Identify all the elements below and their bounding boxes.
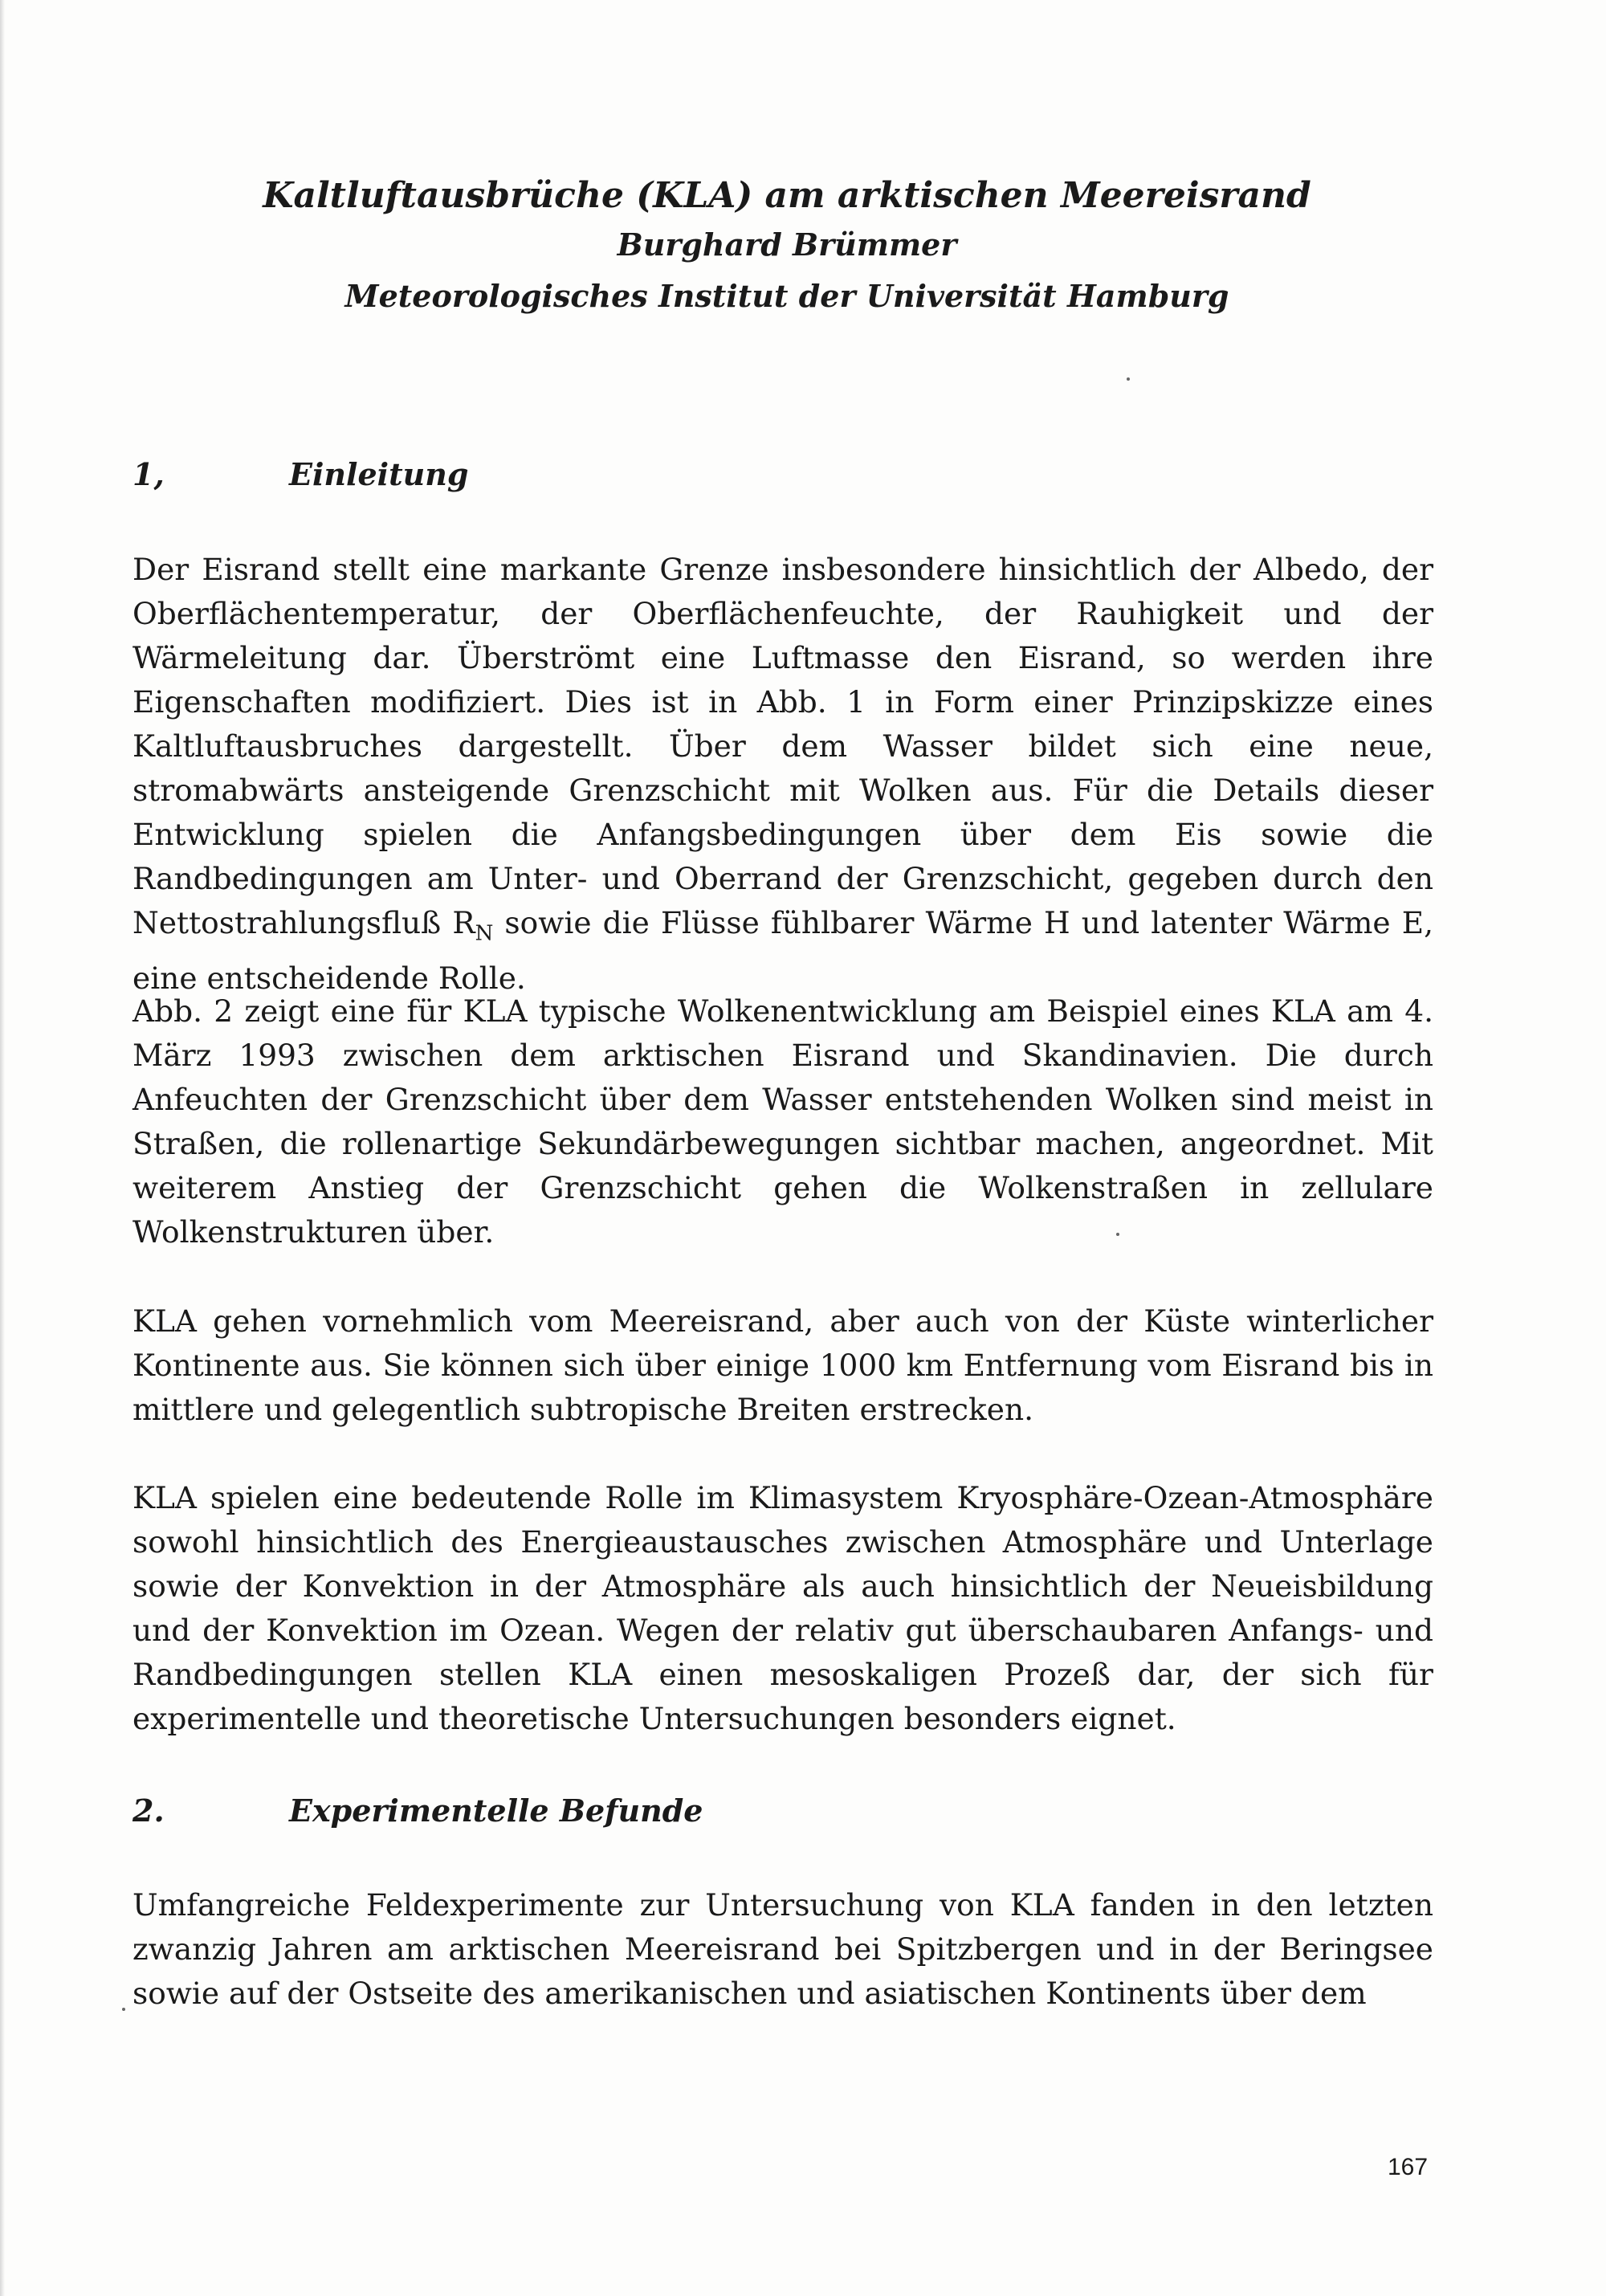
author-name: Burghard Brümmer bbox=[617, 226, 957, 263]
scan-speck bbox=[122, 2008, 125, 2011]
paragraph-4: KLA spielen eine bedeutende Rolle im Klimasystem Kryosphäre-Ozean-Atmosphäre sowohl hinsichtlich des Energieaustausches zwischen Atmosphäre und Unterlage sowie der Konvektion in der Atmosphäre als auch hinsichtlich der Neueisbildung und der Konvektion im Ozean. Wegen der relativ gut überschaubaren Anfangs- und Randbedingungen stellen KLA einen mesoskaligen Prozeß dar, der sich für experimentelle und theoretische Untersuchungen besonders eignet. bbox=[132, 1480, 1433, 1736]
scan-speck bbox=[1116, 1233, 1119, 1236]
paragraph-3: KLA gehen vornehmlich vom Meereisrand, aber auch von der Küste winterlicher Kontinente aus. Sie können sich über einige 1000 km Entfernung vom Eisrand bis in mittlere und gelegentlich subtropische Breiten erstrecken. bbox=[132, 1303, 1433, 1427]
section-number: 1, bbox=[132, 456, 165, 492]
section-heading-2 bbox=[132, 1792, 703, 1829]
paragraph-1 bbox=[132, 548, 1433, 1001]
paragraph-text: Der Eisrand stellt eine markante Grenze insbesondere hinsichtlich der Albedo, der Oberflächentemperatur, der Oberflächenfeuchte, der Rauhigkeit und der Wärmeleitung dar. Überströmt eine Luftmasse den Eisrand, so werden ihre Eigenschaften modifiziert. Dies ist in Abb. 1 in Form einer Prinzipskizze eines Kaltluftausbruches dargestellt. Über dem Wasser bildet sich eine neue, stromabwärts ansteigende Grenzschicht mit Wolken aus. Für die Details dieser Entwicklung spielen die Anfangsbedingungen über dem Eis sowie die Randbedingungen am Unter- und Oberrand der Grenzschicht, gegeben durch den Nettostrahlungsfluß R bbox=[132, 552, 1433, 940]
section-number: 2. bbox=[132, 1792, 165, 1829]
subscript-n: N bbox=[475, 921, 494, 946]
section-title: Einleitung bbox=[289, 456, 469, 492]
scan-speck bbox=[1127, 377, 1130, 381]
author-affiliation: Meteorologisches Institut der Universität Hamburg bbox=[344, 278, 1229, 314]
page-number: 167 bbox=[1388, 2154, 1429, 2180]
section-heading-1 bbox=[132, 456, 468, 492]
section-title: Experimentelle Befunde bbox=[289, 1792, 703, 1829]
scan-edge bbox=[0, 0, 5, 2296]
paragraph-5: Umfangreiche Feldexperimente zur Untersuchung von KLA fanden in den letzten zwanzig Jahren am arktischen Meereisrand bei Spitzbergen und in der Beringsee sowie auf der Ostseite des amerikanischen und asiatischen Kontinents über dem bbox=[132, 1887, 1433, 2011]
title-block bbox=[128, 173, 1445, 322]
paper-title: Kaltluftausbrüche (KLA) am arktischen Meereisrand bbox=[263, 175, 1311, 216]
paragraph-text-tail: sowie die Flüsse fühlbarer Wärme H und latenter Wärme E, eine entscheidende Rolle. bbox=[132, 905, 1433, 996]
paragraph-2: Abb. 2 zeigt eine für KLA typische Wolkenentwicklung am Beispiel eines KLA am 4. März 1993 zwischen dem arktischen Eisrand und Skandinavien. Die durch Anfeuchten der Grenzschicht über dem Wasser entstehenden Wolken sind meist in Straßen, die rollenartige Sekundärbewegungen sichtbar machen, angeordnet. Mit weiterem Anstieg der Grenzschicht gehen die Wolkenstraßen in zellulare Wolkenstrukturen über. bbox=[132, 993, 1433, 1250]
